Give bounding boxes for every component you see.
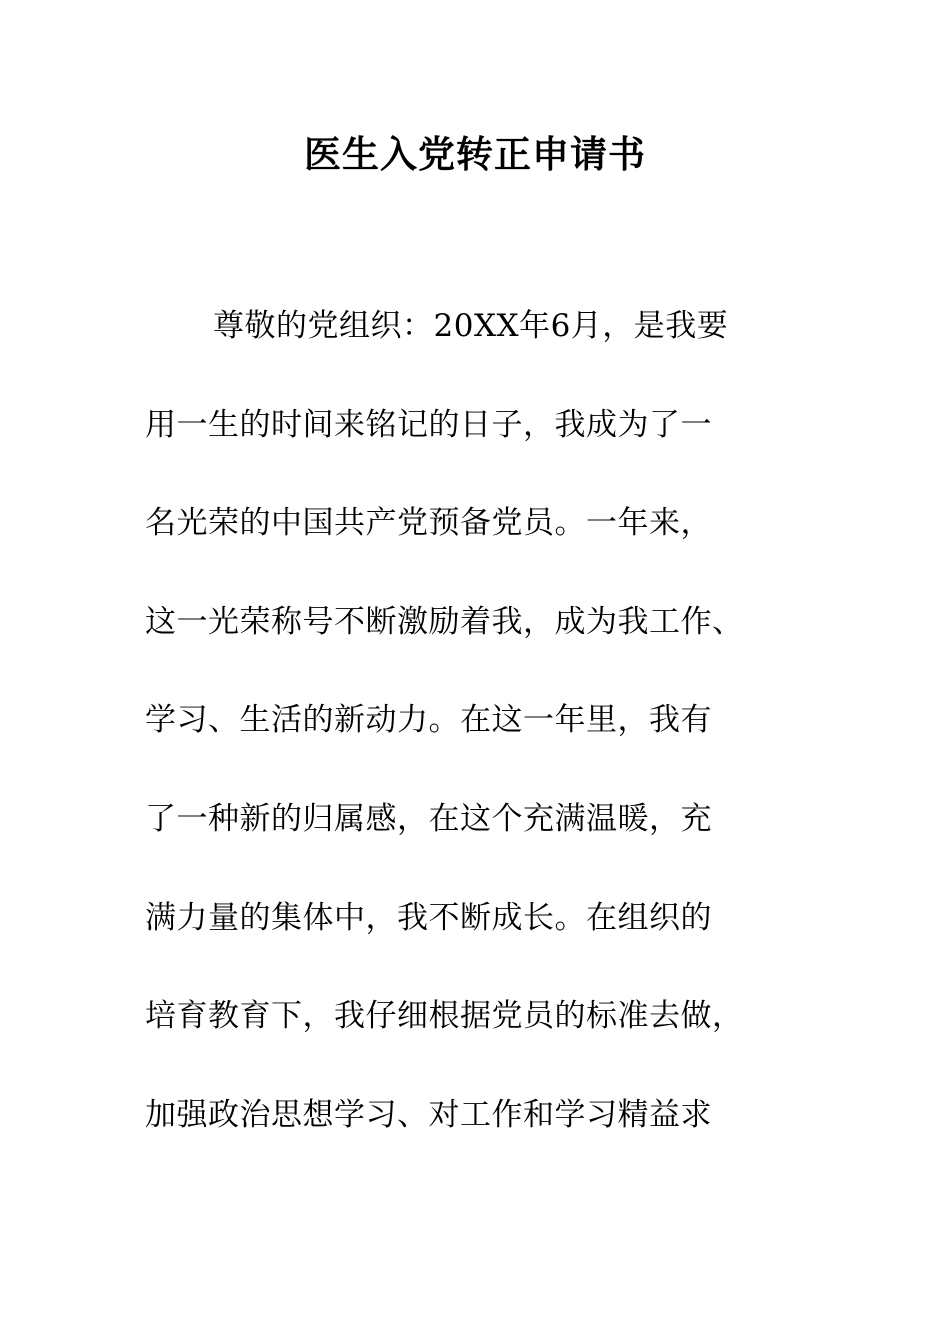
body-line-3: 名光荣的中国共产党预备党员。一年来， (145, 505, 712, 542)
body-line-1: 尊敬的党组织：20XX年6月，是我要 (213, 308, 729, 344)
body-line-5: 学习、生活的新动力。在这一年里，我有 (145, 702, 712, 739)
body-line-7: 满力量的集体中，我不断成长。在组织的 (145, 899, 712, 936)
document-body (145, 300, 825, 1187)
body-line-6: 了一种新的归属感，在这个充满温暖，充 (145, 800, 712, 837)
body-line-4: 这一光荣称号不断激励着我，成为我工作、 (145, 603, 744, 640)
body-line-8: 培育教育下，我仔细根据党员的标准去做， (145, 998, 744, 1035)
body-line-2: 用一生的时间来铭记的日子，我成为了一 (145, 406, 712, 443)
document-title: 医生入党转正申请书 (304, 132, 646, 176)
body-line-9: 加强政治思想学习、对工作和学习精益求 (145, 1096, 712, 1133)
